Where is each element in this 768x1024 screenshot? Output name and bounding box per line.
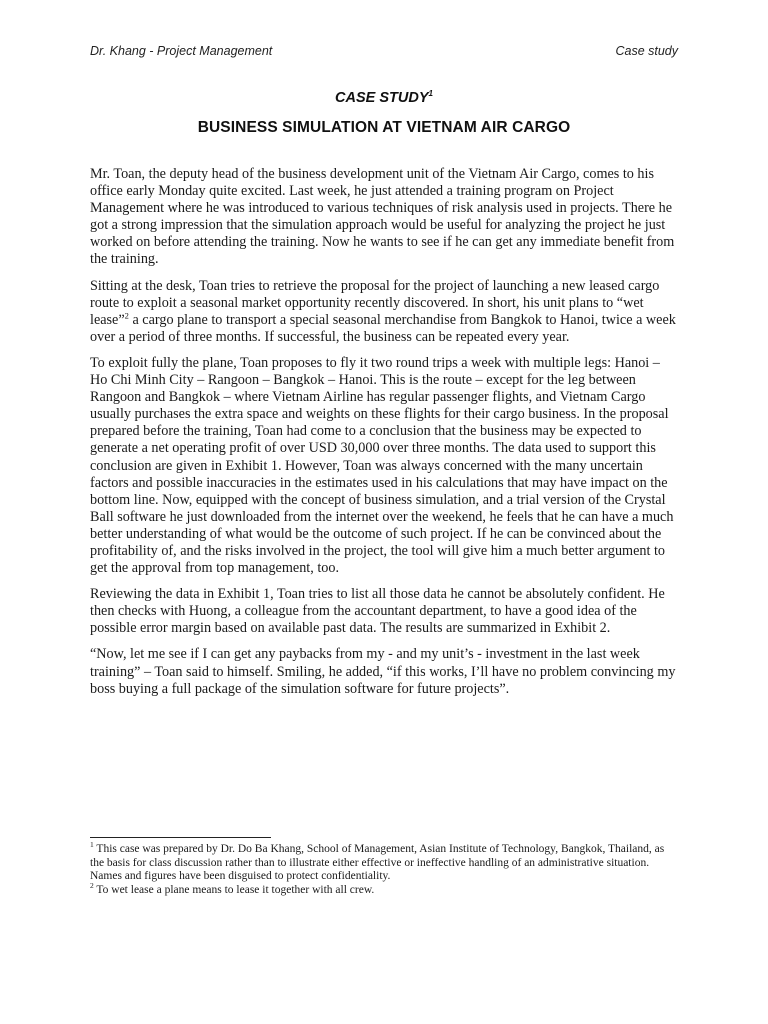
paragraph-proposal	[90, 278, 680, 346]
case-study-subtitle: BUSINESS SIMULATION AT VIETNAM AIR CARGO	[197, 119, 571, 136]
footnote-1-text: This case was prepared by Dr. Do Ba Khang, School of Management, Asian Institute of Technology, Bangkok, Thailand, as the basis for class discussion rather than to illustrate either effective or ineffective handling of an administrative situation. Names and figures have been disguised to protect confidentiality.	[90, 843, 665, 883]
footnote-1	[90, 840, 680, 884]
paragraph-route: To exploit fully the plane, Toan proposes to fly it two round trips a week with multiple legs: Hanoi – Ho Chi Minh City – Rangoon – Bangkok – Hanoi. This is the route – except for the leg between Rangoon and Bangkok – where Vietnam Airline has regular passenger flights, and Vietnam Cargo usually purchases the extra space and weights on these flights for their cargo business. In the proposal prepared before the training, Toan had come to a conclusion that the business may be expected to generate a net operating profit of over USD 30,000 over three months. The data used to support this conclusion are given in Exhibit 1. However, Toan was always concerned with the many uncertain factors and possible inaccuracies in the estimates used in his calculations that may have impact on the bottom line. Now, equipped with the concept of business simulation, and a trial version of the Crystal Ball software he just downloaded from the internet over the weekend, he feels that he can have a much better understanding of what would be the outcome of such project. If he can be convinced about the profitability of, and the risks involved in the project, the tool will give him a much better argument to get the approval from top management, too.	[90, 354, 674, 577]
paragraph-intro: Mr. Toan, the deputy head of the business development unit of the Vietnam Air Cargo, comes to his office early Monday quite excited. Last week, he just attended a training program on Project Management where he was introduced to various techniques of risk analysis used in projects. There he got a strong impression that the simulation approach would be useful for analyzing the project he just worked on before attending the training. Now he wants to see if he can get any immediate benefit from the training.	[90, 166, 675, 268]
paragraph-proposal-after: a cargo plane to transport a special seasonal merchandise from Bangkok to Hanoi, twice a week over a period of three months. If successful, the business can be repeated every year.	[90, 311, 676, 345]
footnote-divider	[90, 837, 271, 838]
footnotes	[90, 840, 680, 897]
running-header-author: Dr. Khang - Project Management	[90, 44, 273, 58]
running-header-section: Case study	[615, 44, 678, 58]
paragraph-exhibit: Reviewing the data in Exhibit 1, Toan tries to list all those data he cannot be absolutely confident. He then checks with Huong, a colleague from the accountant department, to have a good idea of the possible error margin based on available past data. The results are summarized in Exhibit 2.	[90, 586, 665, 637]
title-text: CASE STUDY	[335, 89, 429, 106]
case-study-title	[90, 89, 678, 106]
footnote-ref-2[interactable]: 2	[124, 310, 129, 321]
paragraph-closing: “Now, let me see if I can get any paybacks from my - and my unit’s - investment in the last week training” – Toan said to himself. Smiling, he added, “if this works, I’ll have no problem convincing my boss buying a full package of the simulation software for future projects”.	[90, 646, 676, 697]
footnote-2	[90, 880, 680, 898]
title-footnote-mark[interactable]: 1	[428, 89, 433, 98]
footnote-2-mark: 2	[90, 880, 94, 890]
footnote-2-text: To wet lease a plane means to lease it together with all crew.	[93, 883, 375, 896]
body-text	[90, 166, 680, 707]
footnote-1-mark: 1	[90, 840, 94, 850]
paragraph-proposal-before: Sitting at the desk, Toan tries to retrieve the proposal for the project of launching a new leased cargo route to exploit a seasonal market opportunity recently discovered. In short, his unit plans to “wet lease”	[90, 277, 660, 328]
